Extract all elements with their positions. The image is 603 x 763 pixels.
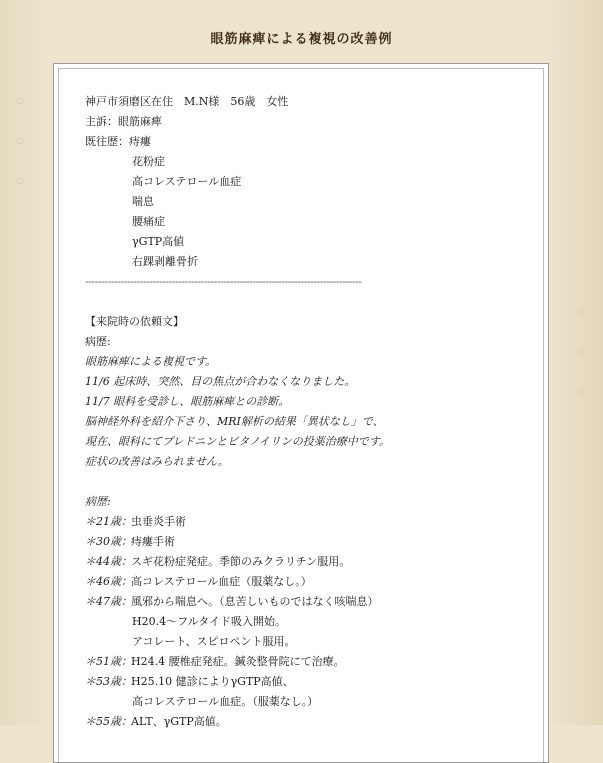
history-age: ＊51歳： <box>85 655 132 668</box>
history-desc: H24.4 腰椎症発症。鍼灸整骨院にて治療。 <box>131 655 345 668</box>
history-desc: 高コレステロール血症（服薬なし。） <box>131 575 312 588</box>
request-line: 脳神経外科を紹介下さり、MRI解析の結果「異状なし」で、 <box>85 415 384 428</box>
history-desc: スギ花粉症発症。季節のみクラリチン服用。 <box>131 555 351 568</box>
history-age: ＊44歳： <box>85 555 132 568</box>
past-history-item: γGTP高値 <box>132 235 185 248</box>
history-desc: 風邪から喘息へ。（息苦しいものではなく咳喘息） <box>131 595 379 608</box>
history-entry <box>85 672 445 692</box>
history-desc: 虫垂炎手術 <box>131 515 186 528</box>
history-desc: H25.10 健診によりγGTP高値、 <box>131 675 294 688</box>
request-line: 眼筋麻痺による複視です。 <box>85 355 217 368</box>
past-history-label: 既往歴：痔瘻 <box>85 135 151 148</box>
history-age: ＊53歳： <box>85 675 132 688</box>
request-heading: 【来院時の依頼文】 <box>85 315 184 328</box>
patient-info: 神戸市須磨区在住 M.N様 56歳 女性 <box>85 95 289 108</box>
history-continuation: 高コレステロール血症。（服薬なし。） <box>132 695 319 708</box>
document-content <box>85 92 445 732</box>
chief-complaint: 主訴：眼筋麻痺 <box>85 115 162 128</box>
history-entry <box>85 532 445 552</box>
history-desc: ALT、γGTP高値。 <box>131 715 227 728</box>
past-history-item: 高コレステロール血症 <box>132 175 242 188</box>
history-entry <box>85 512 445 532</box>
history-entry <box>85 652 445 672</box>
past-history-item: 腰痛症 <box>132 215 165 228</box>
past-history-item: 喘息 <box>132 195 154 208</box>
history-age: ＊46歳： <box>85 575 132 588</box>
history-continuation: H20.4～フルタイド吸入開始。 <box>132 615 286 628</box>
medical-history-label: 病歴: <box>85 495 111 508</box>
request-history-label: 病歴: <box>85 335 111 348</box>
history-entry <box>85 572 445 592</box>
request-line: 症状の改善はみられません。 <box>85 455 229 468</box>
history-age: ＊55歳： <box>85 715 132 728</box>
background-calligraphy-right: ◦ ◦ ◦ <box>568 300 593 409</box>
request-line: 11/6 起床時、突然、目の焦点が合わなくなりました。 <box>85 375 356 388</box>
request-line: 11/7 眼科を受診し、眼筋麻痺との診断。 <box>85 395 290 408</box>
history-entry <box>85 592 445 612</box>
past-history-item: 花粉症 <box>132 155 165 168</box>
history-age: ＊21歳： <box>85 515 132 528</box>
history-age: ＊47歳： <box>85 595 132 608</box>
past-history-item: 右踝剥離骨折 <box>132 255 198 268</box>
history-entry <box>85 712 445 732</box>
background-calligraphy-left: ◦ ◦ ◦ <box>8 90 33 199</box>
dashed-separator: -------------------------------------------------------------------------------------- <box>85 275 362 288</box>
request-line: 現在、眼科にてプレドニンとビタノイリンの投薬治療中です。 <box>85 435 390 448</box>
history-entry <box>85 552 445 572</box>
history-continuation: アコレート、スピロペント服用。 <box>132 635 296 648</box>
history-age: ＊30歳： <box>85 535 132 548</box>
history-desc: 痔瘻手術 <box>131 535 175 548</box>
page-title: 眼筋麻痺による複視の改善例 <box>210 32 393 47</box>
